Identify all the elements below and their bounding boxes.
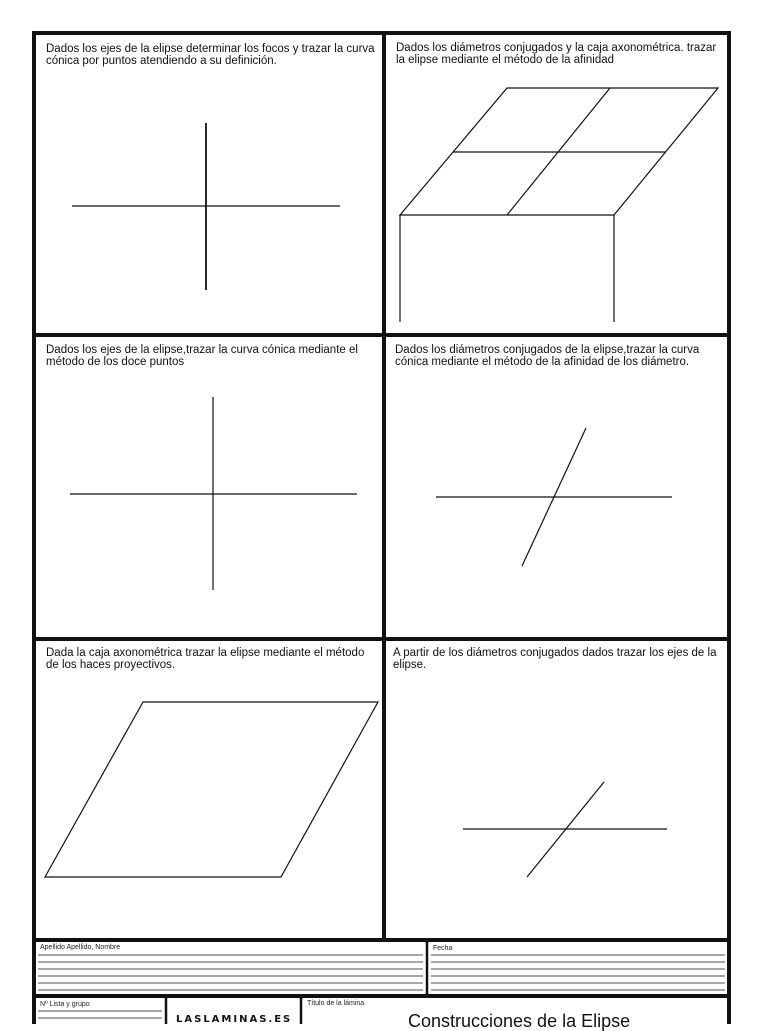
- panel-2-drawing: [400, 88, 718, 322]
- panel-5-drawing: [45, 702, 378, 877]
- panel-3-statement: Dados los ejes de la elipse,trazar la curva cónica mediante el método de los doce puntos: [46, 344, 358, 368]
- panel-6-statement: A partir de los diámetros conjugados dados trazar los ejes de la elipse.: [393, 647, 717, 671]
- panel-1-statement: Dados los ejes de la elipse determinar los focos y trazar la curva cónica por puntos atendiendo a su definición.: [46, 43, 375, 67]
- panel-5-statement: Dada la caja axonométrica trazar la elipse mediante el método de los haces proyectivos.: [46, 647, 365, 671]
- name-field-label: Apellido Apellido, Nombre: [40, 944, 121, 951]
- panel-6-drawing: [463, 782, 667, 877]
- panel-3-drawing: [70, 397, 357, 590]
- panel-4-statement: Dados los diámetros conjugados de la elipse,trazar la curva cónica mediante el método de la afinidad de los diámetro.: [395, 344, 700, 368]
- date-field-label: Fecha: [433, 945, 453, 952]
- list-group-field-label: Nº Lista y grupo: [40, 1001, 90, 1008]
- outer-frame: [34, 33, 729, 1024]
- laslaminas-logo: LASLAMINAS.ES: [176, 1014, 293, 1025]
- sheet-title: Construcciones de la Elipse: [408, 1011, 631, 1031]
- panel-1-drawing: [72, 123, 340, 290]
- sheet-title-label: Título de la lámina: [307, 1000, 365, 1007]
- panel-2-statement: Dados los diámetros conjugados y la caja axonométrica. trazar la elipse mediante el método de la afinidad: [396, 42, 717, 66]
- panel-4-drawing: [436, 428, 672, 566]
- axonometric-box: [45, 702, 378, 877]
